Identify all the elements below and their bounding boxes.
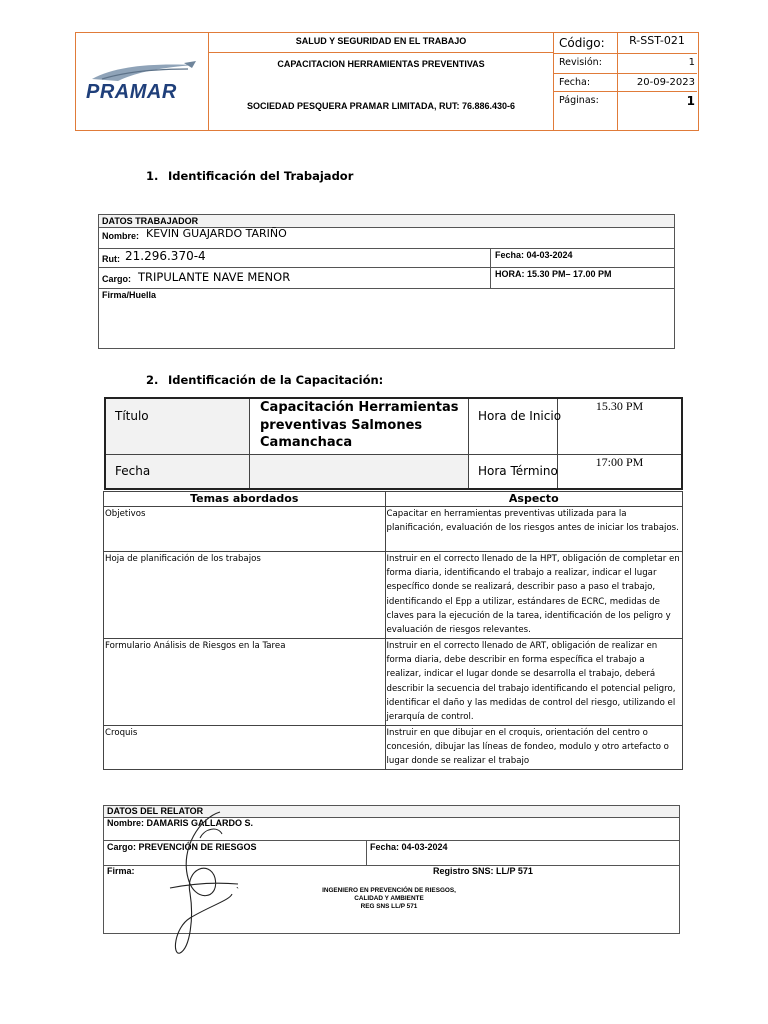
worker-name: KEVIN GUAJARDO TARIÑO <box>146 227 287 240</box>
header-subtitle: CAPACITACION HERRAMIENTAS PREVENTIVAS <box>277 59 485 69</box>
training-title-label: Título <box>115 409 149 423</box>
header-title: SALUD Y SEGURIDAD EN EL TRABAJO <box>209 33 553 53</box>
signature-icon <box>160 808 250 958</box>
table-row <box>104 639 683 726</box>
revision-value: 1 <box>688 57 695 68</box>
paginas-value: 1 <box>686 94 695 108</box>
topic-aspect: Instruir en el correcto llenado de la HPT, obligación de completar en forma diaria, identificando el trabajo a realizar, indicar el lugar específico donde se realizará, describir paso a paso el trabajo, identificando el Epp a utilizar, estándares de ECRC, medidas de claves para la ejecución de la tarea, identificación de los peligro y evaluación de riesgos relevantes. <box>385 552 682 639</box>
topic-name: Hoja de planificación de los trabajos <box>104 552 386 639</box>
topic-aspect: Instruir en el correcto llenado de ART, obligación de realizar en forma diaria, debe describir en forma específica el trabajo a realizar, indicar el lugar donde se desarrolla el trabajo, deberá describir la secuencia del trabajo identificando el potencial peligro, identificar el daño y las medidas de control del riesgo, utilizando el jerarquía de control. <box>385 639 682 726</box>
relator-table-header: DATOS DEL RELATOR <box>104 806 679 818</box>
topics-header-row <box>104 492 683 507</box>
worker-date: Fecha: 04-03-2024 <box>495 250 573 260</box>
topic-name: Croquis <box>104 726 386 770</box>
relator-stamp: INGENIERO EN PREVENCIÓN DE RIESGOS, CALIDAD Y AMBIENTE REG SNS LL/P 571 <box>322 887 456 910</box>
document-control <box>554 33 697 130</box>
col-aspecto-header: Aspecto <box>385 492 682 507</box>
codigo-label: Código: <box>554 33 618 54</box>
start-time-value: 15.30 PM <box>595 399 644 413</box>
table-row <box>104 726 683 770</box>
table-row <box>104 507 683 552</box>
section-2-title: Identificación de la Capacitación: <box>168 373 384 387</box>
relator-date: Fecha: 04-03-2024 <box>370 842 448 852</box>
topics-table <box>103 491 683 770</box>
header-titles <box>209 33 554 130</box>
relator-registry: Registro SNS: LL/P 571 <box>433 866 533 876</box>
worker-data-table <box>98 214 675 349</box>
table-row <box>104 552 683 639</box>
codigo-value: R-SST-021 <box>629 34 685 47</box>
worker-hours: HORA: 15.30 PM– 17.00 PM <box>495 269 612 279</box>
training-title-value: Capacitación Herramientas preventivas Salmones Camanchaca <box>260 400 459 450</box>
start-time-label: Hora de Inicio <box>478 409 562 423</box>
worker-rut-row: Rut: 21.296.370-4 Fecha: 04-03-2024 <box>99 249 674 268</box>
worker-cargo: TRIPULANTE NAVE MENOR <box>138 270 291 284</box>
worker-signature-label: Firma/Huella <box>102 290 157 300</box>
section-1-title: Identificación del Trabajador <box>168 169 354 183</box>
logo-text: PRAMAR <box>86 81 177 103</box>
relator-name: Nombre: DAMARIS GALLARDO S. <box>107 818 253 828</box>
signature-mark-icon: ` <box>236 886 239 896</box>
paginas-label: Páginas: <box>554 92 618 130</box>
training-date-label: Fecha <box>115 464 151 478</box>
col-temas-header: Temas abordados <box>104 492 386 507</box>
topic-aspect: Instruir en que dibujar en el croquis, orientación del centro o concesión, dibujar las líneas de fondeo, modulo y otro artefacto o lugar donde se realizar el trabajo <box>385 726 682 770</box>
relator-signature-label: Firma: <box>107 866 135 876</box>
header-company: SOCIEDAD PESQUERA PRAMAR LIMITADA, RUT: 76.886.430-6 <box>246 101 516 111</box>
worker-name-row: Nombre: KEVIN GUAJARDO TARIÑO <box>99 228 674 249</box>
fecha-value: 20-09-2023 <box>636 77 695 88</box>
section-1-number: 1. <box>146 169 159 183</box>
worker-rut: 21.296.370-4 <box>125 249 206 263</box>
end-time-value: 17:00 PM <box>595 455 644 469</box>
document-header <box>75 32 699 131</box>
fecha-label: Fecha: <box>554 74 618 92</box>
section-2-number: 2. <box>146 373 159 387</box>
logo-area <box>76 33 209 130</box>
end-time-label: Hora Término <box>478 464 558 478</box>
training-info-table <box>104 397 683 490</box>
worker-signature-row <box>99 289 674 348</box>
topic-name: Formulario Análisis de Riesgos en la Tarea <box>104 639 386 726</box>
worker-table-header: DATOS TRABAJADOR <box>99 215 674 228</box>
topic-name: Objetivos <box>104 507 386 552</box>
worker-cargo-row: Cargo: TRIPULANTE NAVE MENOR HORA: 15.30 PM– 17.00 PM <box>99 268 674 289</box>
relator-cargo: Cargo: PREVENCIÓN DE RIESGOS <box>107 842 257 852</box>
topic-aspect: Capacitar en herramientas preventivas utilizada para la planificación, evaluación de los riesgos antes de iniciar los trabajos. <box>385 507 682 552</box>
revision-label: Revisión: <box>554 54 618 74</box>
